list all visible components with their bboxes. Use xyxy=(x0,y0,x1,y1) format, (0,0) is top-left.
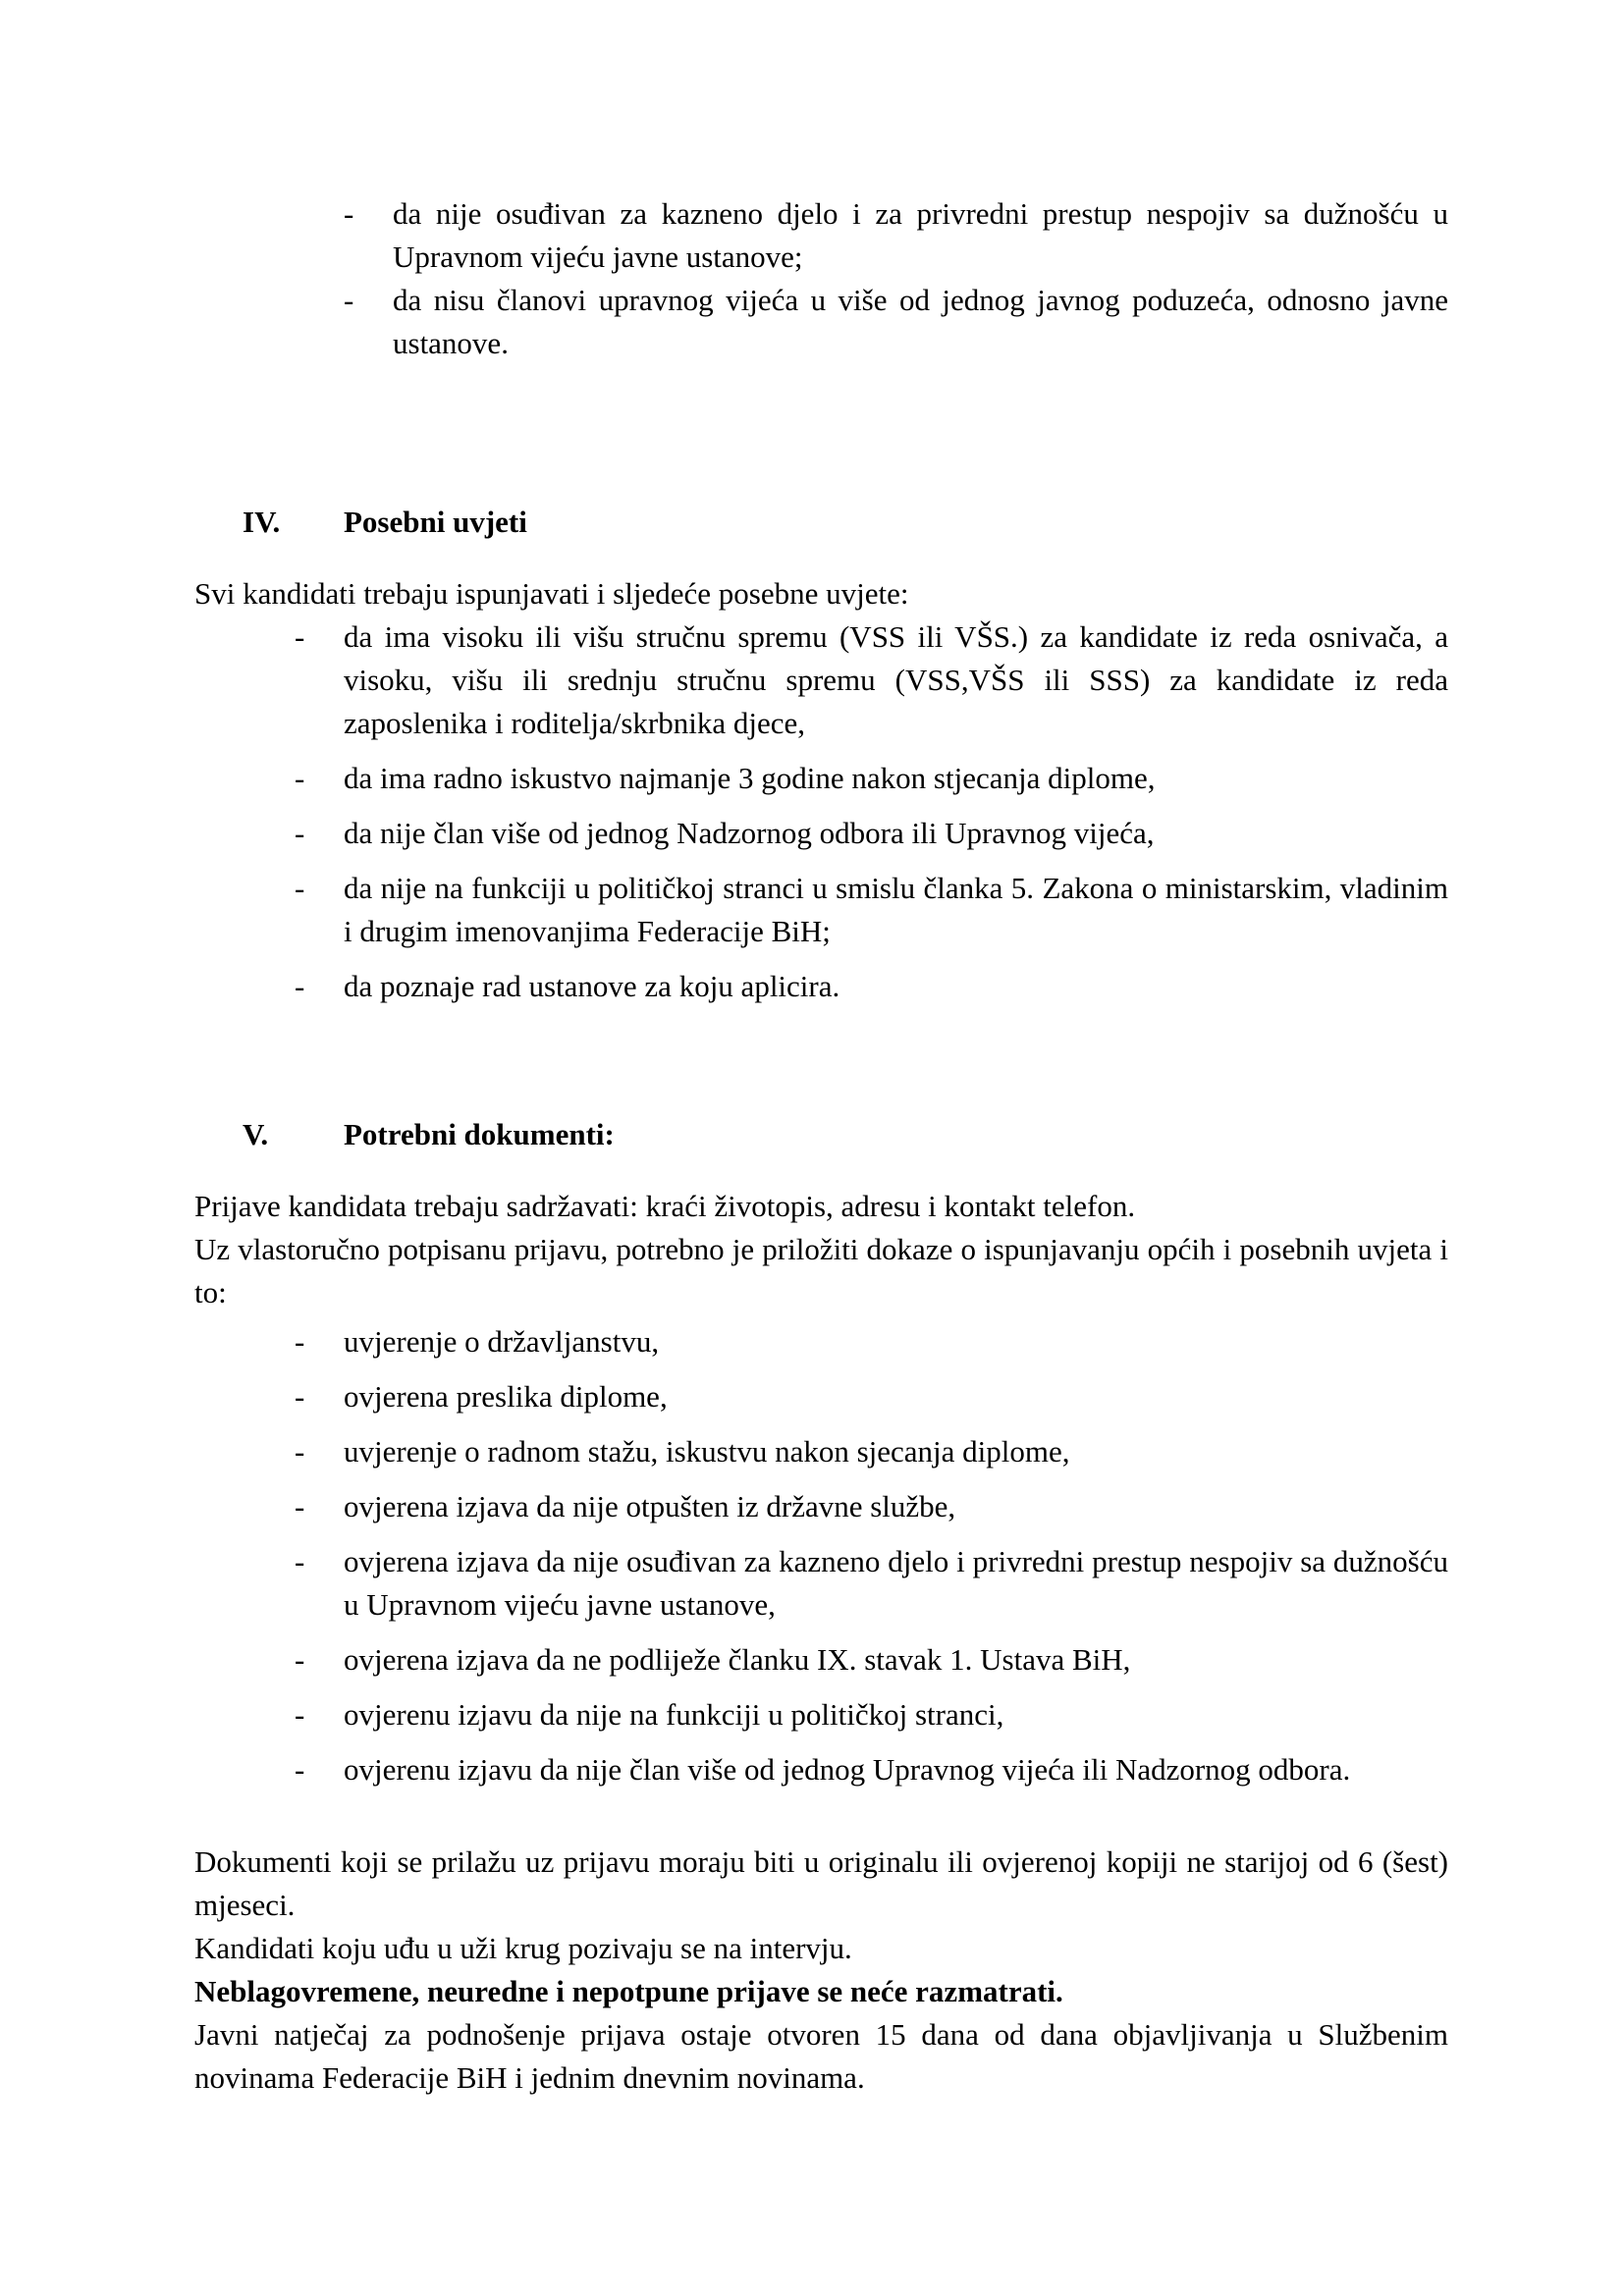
list-item-text: ovjerena izjava da nije otpušten iz državne službe, xyxy=(344,1489,956,1523)
list-item xyxy=(295,1748,1448,1791)
list-dash: - xyxy=(344,196,354,231)
list-dash: - xyxy=(295,1489,305,1523)
list-item xyxy=(295,1320,1448,1363)
list-item-text: da nije član više od jednog Nadzornog odbora ili Upravnog vijeća, xyxy=(344,816,1155,850)
list-item xyxy=(295,1693,1448,1736)
closing-warning: Neblagovremene, neuredne i nepotpune prijave se neće razmatrati. xyxy=(194,1974,1063,2008)
list-item xyxy=(344,192,1448,279)
list-item-text: ovjerena izjava da ne podliježe članku IX. stavak 1. Ustava BiH, xyxy=(344,1642,1131,1677)
list-item-text: da ima radno iskustvo najmanje 3 godine nakon stjecanja diplome, xyxy=(344,761,1156,795)
list-item xyxy=(295,1485,1448,1528)
list-item-text: uvjerenje o državljanstvu, xyxy=(344,1324,660,1359)
list-item-text: da nije osuđivan za kazneno djelo i za privredni prestup nespojiv sa dužnošću u Upravnom vijeću javne ustanove; xyxy=(393,196,1448,274)
section-number: V. xyxy=(243,1117,269,1151)
list-item-text: ovjerenu izjavu da nije član više od jednog Upravnog vijeća ili Nadzornog odbora. xyxy=(344,1752,1351,1787)
list-dash: - xyxy=(295,619,305,654)
section-intro-secondary: Uz vlastoručno potpisanu prijavu, potrebno je priložiti dokaze o ispunjavanju općih i posebnih uvjeta i to: xyxy=(194,1232,1448,1309)
list-item xyxy=(295,1375,1448,1418)
list-dash: - xyxy=(344,283,354,317)
list-item xyxy=(295,1430,1448,1473)
list-item-text: ovjerena preslika diplome, xyxy=(344,1379,668,1414)
list-item-text: da poznaje rad ustanove za koju aplicira. xyxy=(344,969,840,1003)
list-item xyxy=(295,615,1448,745)
list-item-text: da nije na funkciji u političkoj stranci u smislu članka 5. Zakona o ministarskim, vladinim i drugim imenovanjima Federacije BiH; xyxy=(344,871,1448,948)
section-intro: Prijave kandidata trebaju sadržavati: kraći životopis, adresu i kontakt telefon. xyxy=(194,1189,1136,1223)
list-item xyxy=(295,867,1448,953)
list-dash: - xyxy=(295,1697,305,1732)
list-dash: - xyxy=(295,816,305,850)
list-item xyxy=(295,1638,1448,1682)
section-title: Posebni uvjeti xyxy=(344,505,527,539)
list-dash: - xyxy=(295,761,305,795)
required-documents-list xyxy=(295,1320,1448,1791)
closing-deadline-note: Javni natječaj za podnošenje prijava ostaje otvoren 15 dana od dana objavljivanja u Službenim novinama Federacije BiH i jednim dnevnim novinama. xyxy=(194,2017,1448,2095)
list-dash: - xyxy=(295,1544,305,1578)
list-item-text: uvjerenje o radnom stažu, iskustvu nakon sjecanja diplome, xyxy=(344,1434,1070,1468)
list-item-text: ovjerena izjava da nije osuđivan za kazneno djelo i privredni prestup nespojiv sa dužnošću u Upravnom vijeću javne ustanove, xyxy=(344,1544,1448,1622)
section-title: Potrebni dokumenti: xyxy=(344,1117,615,1151)
list-dash: - xyxy=(295,1752,305,1787)
section-intro: Svi kandidati trebaju ispunjavati i sljedeće posebne uvjete: xyxy=(194,576,909,611)
closing-interview-note: Kandidati koju uđu u uži krug pozivaju se na intervju. xyxy=(194,1931,852,1965)
list-item xyxy=(344,279,1448,365)
list-dash: - xyxy=(295,1642,305,1677)
list-item xyxy=(295,812,1448,855)
general-conditions-list-continued xyxy=(344,192,1448,365)
list-item xyxy=(295,965,1448,1008)
list-dash: - xyxy=(295,871,305,905)
list-item xyxy=(295,1540,1448,1627)
closing-paragraphs xyxy=(194,1841,1448,2100)
list-dash: - xyxy=(295,1434,305,1468)
closing-documents-note: Dokumenti koji se prilažu uz prijavu moraju biti u originalu ili ovjerenoj kopiji ne starijoj od 6 (šest) mjeseci. xyxy=(194,1844,1448,1922)
section-number: IV. xyxy=(243,505,281,539)
list-item-text: da nisu članovi upravnog vijeća u više od jednog javnog poduzeća, odnosno javne ustanove. xyxy=(393,283,1448,360)
list-dash: - xyxy=(295,969,305,1003)
list-item-text: ovjerenu izjavu da nije na funkciji u političkoj stranci, xyxy=(344,1697,1004,1732)
special-conditions-list xyxy=(295,615,1448,1008)
list-dash: - xyxy=(295,1379,305,1414)
list-item-text: da ima visoku ili višu stručnu spremu (VSS ili VŠS.) za kandidate iz reda osnivača, a visoku, višu ili srednju stručnu spremu (VSS,VŠS ili SSS) za kandidate iz reda zaposlenika i roditelja/skrbnika djece, xyxy=(344,619,1448,740)
list-dash: - xyxy=(295,1324,305,1359)
list-item xyxy=(295,757,1448,800)
